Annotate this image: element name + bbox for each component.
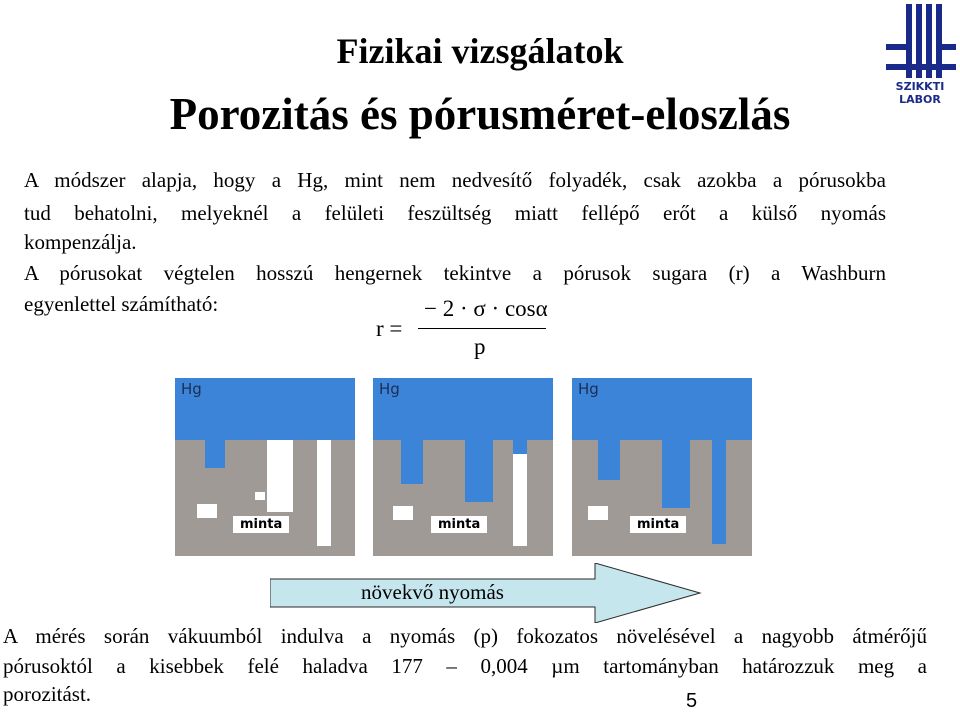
intro-line-4: A pórusokat végtelen hosszú hengernek tekintve a pórusok sugara (r) a Washburn <box>24 261 886 285</box>
pore-empty <box>267 440 293 512</box>
fraction-bar <box>418 328 546 329</box>
formula-lhs: r = <box>376 316 403 341</box>
formula-denominator: p <box>474 334 486 359</box>
pore-filled <box>465 440 493 502</box>
page-number: 5 <box>686 690 698 712</box>
logo-text-2: LABOR <box>899 93 941 106</box>
pore-panel-2 <box>373 378 553 556</box>
sample-label: minta <box>233 516 289 533</box>
pore-empty <box>513 454 527 546</box>
closed-pore <box>255 492 265 500</box>
mercury-layer <box>572 378 752 440</box>
pore-panel-3 <box>572 378 752 556</box>
pore-filled <box>662 440 690 508</box>
pore-filled <box>712 440 726 544</box>
pore-filled <box>513 440 527 454</box>
washburn-formula <box>376 296 556 366</box>
bottom-line-3: porozitást. <box>3 682 92 706</box>
bottom-line-2: pórusoktól a kisebbek felé haladva 177 – 0,004 µm tartományban határozzuk meg a <box>3 654 927 678</box>
pore-panel-1 <box>175 378 355 556</box>
formula-numerator: − 2 · σ · cosα <box>424 296 548 321</box>
intro-line-3: kompenzálja. <box>24 230 137 254</box>
bottom-line-1: A mérés során vákuumból indulva a nyomás (p) fokozatos növelésével a nagyobb átmérőjű <box>3 624 927 648</box>
hg-label: Hg <box>181 380 202 398</box>
closed-pore <box>588 506 608 520</box>
pore-empty <box>317 440 331 546</box>
arrow-label: növekvő nyomás <box>361 580 504 604</box>
sample-label: minta <box>630 516 686 533</box>
closed-pore <box>197 504 217 518</box>
mercury-layer <box>175 378 355 440</box>
pore-filled <box>205 440 225 468</box>
intro-line-1: A módszer alapja, hogy a Hg, mint nem nedvesítő folyadék, csak azokba a pórusokba <box>24 168 886 192</box>
slide-title: Porozitás és pórusméret-eloszlás <box>169 89 791 139</box>
pore-filled <box>598 440 620 480</box>
sample-label: minta <box>431 516 487 533</box>
pore-filled <box>401 440 423 484</box>
slide-subtitle: Fizikai vizsgálatok <box>336 31 624 71</box>
intro-line-2: tud behatolni, melyeknél a felületi feszültség miatt fellépő erőt a külső nyomás <box>24 201 886 225</box>
hg-label: Hg <box>379 380 400 398</box>
closed-pore <box>393 506 413 520</box>
hg-label: Hg <box>578 380 599 398</box>
intro-line-5: egyenlettel számítható: <box>24 292 219 316</box>
logo-text-1: SZIKKTI <box>895 80 945 93</box>
szikkti-logo <box>882 2 958 110</box>
mercury-layer <box>373 378 553 440</box>
